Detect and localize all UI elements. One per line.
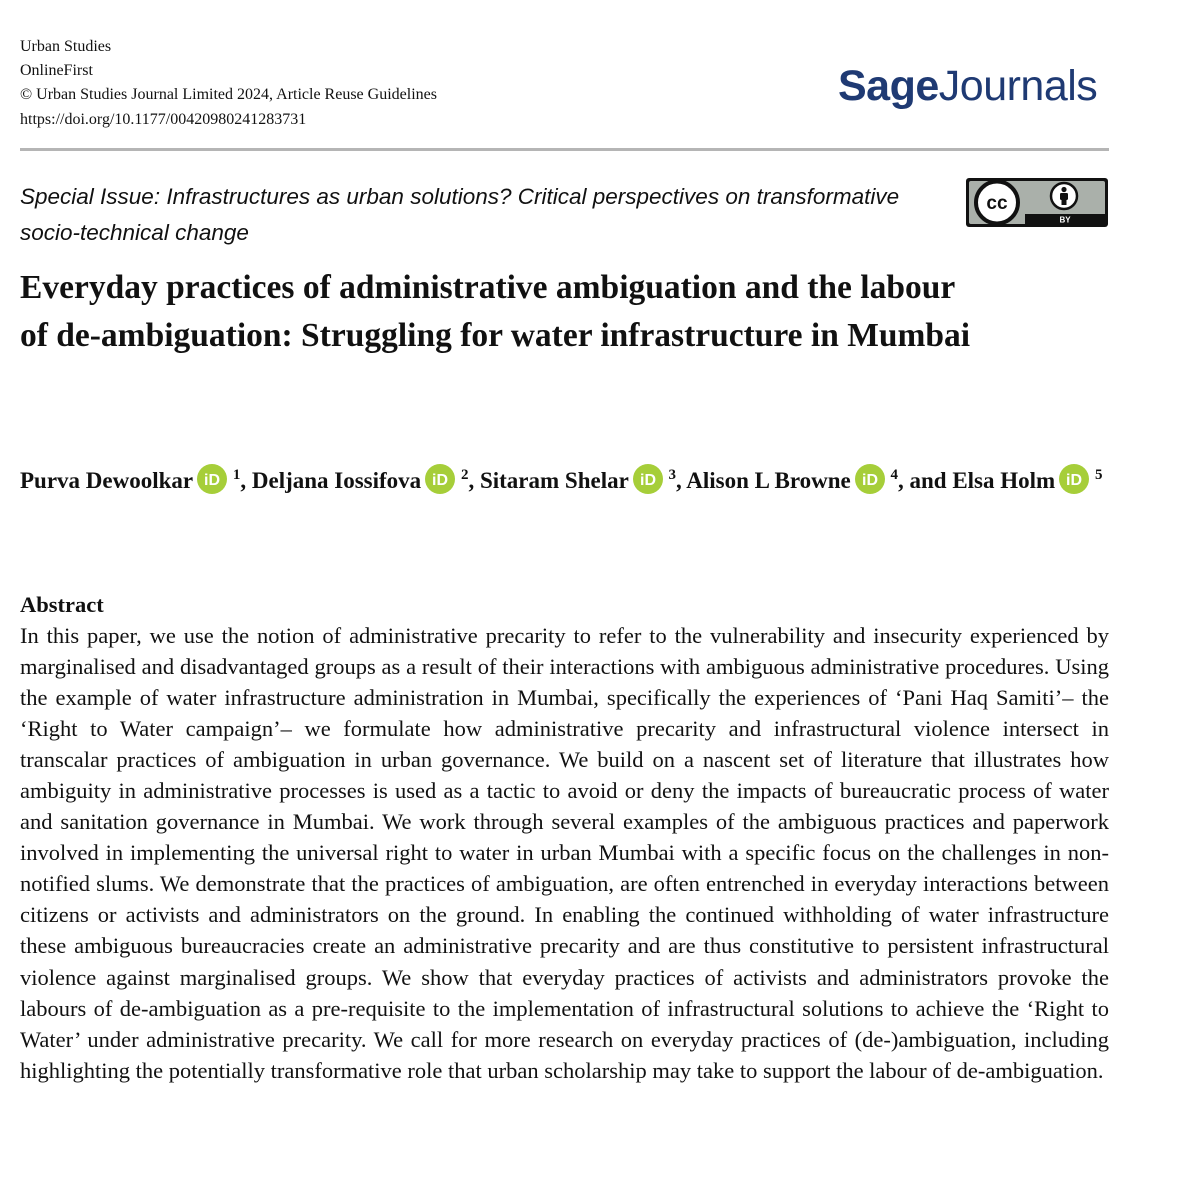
author-entry: Deljana Iossifova iD $^2$,: [252, 468, 474, 493]
orcid-icon[interactable]: [1059, 464, 1089, 494]
abstract-text: In this paper, we use the notion of administrative precarity to refer to the vulnerability and insecurity experienced by marginalised and disadvantaged groups as a result of their interactions with ambiguous administrative procedures. Using the example of water infrastructure administration in Mumbai, specifically the experiences of ‘Pani Haq Samiti’– the ‘Right to Water campaign’– we formulate how administrative precarity and infrastructural violence intersect in transcalar practices of ambiguation in urban governance. We build on a nascent set of literature that illustrates how ambiguity in administrative processes is used as a tactic to avoid or deny the impacts of bureaucratic process of water and sanitation governance in Mumbai. We work through several examples of the ambiguous practices and paperwork involved in implementing the universal right to water in urban Mumbai with a specific focus on the challenges in non-notified slums. We demonstrate that the practices of ambiguation, are often entrenched in everyday interactions between citizens or activists and administrators on the ground. In enabling the continued withholding of water infrastructure these ambiguous bureaucracies create an administrative precarity and are thus constitutive to persistent infrastructural violence against marginalised groups. We show that everyday practices of activists and administrators provoke the labours of de-ambiguation as a pre-requisite to the implementation of infrastructural solutions to achieve the ‘Right to Water’ under administrative precarity. We call for more research on everyday practices of (de-)ambiguation, including highlighting the potentially transformative role that urban scholarship may take to support the labour of de-ambiguation.: [20, 623, 1109, 1083]
by-label: BY: [1059, 215, 1071, 225]
special-issue-label[interactable]: Special Issue: Infrastructures as urban solutions? Critical perspectives on transformative socio-technical change: [20, 184, 900, 245]
article-metadata: [20, 35, 437, 132]
publication-status: OnlineFirst: [20, 62, 93, 80]
cc-icon-text: cc: [986, 193, 1008, 214]
journal-name[interactable]: Urban Studies: [20, 38, 112, 55]
doi-link[interactable]: https://doi.org/10.1177/00420980241283731: [20, 110, 307, 128]
orcid-icon-text: iD: [432, 472, 449, 489]
article-title: Everyday practices of administrative ambiguation and the labour of de-ambiguation: Struggling for water infrastructure in Mumbai: [20, 269, 971, 354]
author-name[interactable]: Purva Dewoolkar: [20, 468, 194, 493]
orcid-icon[interactable]: [197, 464, 227, 494]
orcid-icon-text: iD: [1066, 472, 1083, 489]
copyright-line[interactable]: © Urban Studies Journal Limited 2024, Article Reuse Guidelines: [20, 86, 437, 104]
orcid-icon-text: iD: [639, 472, 656, 489]
author-entry: Sitaram Shelar iD $^3$,: [480, 468, 682, 493]
author-entry: Purva Dewoolkar iD $^1$,: [20, 468, 246, 493]
affiliation-marker[interactable]: 1: [232, 467, 241, 483]
author-name[interactable]: Deljana Iossifova: [251, 468, 422, 493]
author-name[interactable]: Sitaram Shelar: [479, 468, 629, 493]
abstract-heading: Abstract: [20, 592, 104, 617]
affiliation-marker[interactable]: 3: [668, 467, 677, 483]
logo-journals-text: Journals: [938, 62, 1098, 110]
attribution-person-torso: [1060, 193, 1068, 200]
sage-journals-logo[interactable]: [838, 62, 1097, 111]
affiliation-marker[interactable]: 5: [1094, 467, 1103, 483]
author-name[interactable]: Elsa Holm: [952, 468, 1056, 493]
header-divider: [20, 148, 1109, 151]
logo-sage-text: Sage: [838, 62, 939, 110]
author-list: [20, 463, 1120, 499]
cc-by-license-badge[interactable]: [965, 177, 1109, 228]
affiliation-marker[interactable]: 4: [890, 467, 898, 483]
orcid-icon-text: iD: [861, 472, 878, 489]
orcid-icon[interactable]: [425, 464, 455, 494]
attribution-person-head: [1061, 187, 1066, 192]
orcid-icon[interactable]: [633, 464, 663, 494]
orcid-icon-text: iD: [204, 472, 221, 489]
author-entry: Alison L Browne iD $^4$, and: [686, 468, 946, 493]
author-entry: [952, 468, 1102, 493]
affiliation-marker[interactable]: 2: [460, 467, 469, 483]
author-name[interactable]: Alison L Browne: [686, 468, 851, 493]
attribution-person-legs: [1062, 199, 1067, 205]
orcid-icon[interactable]: [855, 464, 885, 494]
